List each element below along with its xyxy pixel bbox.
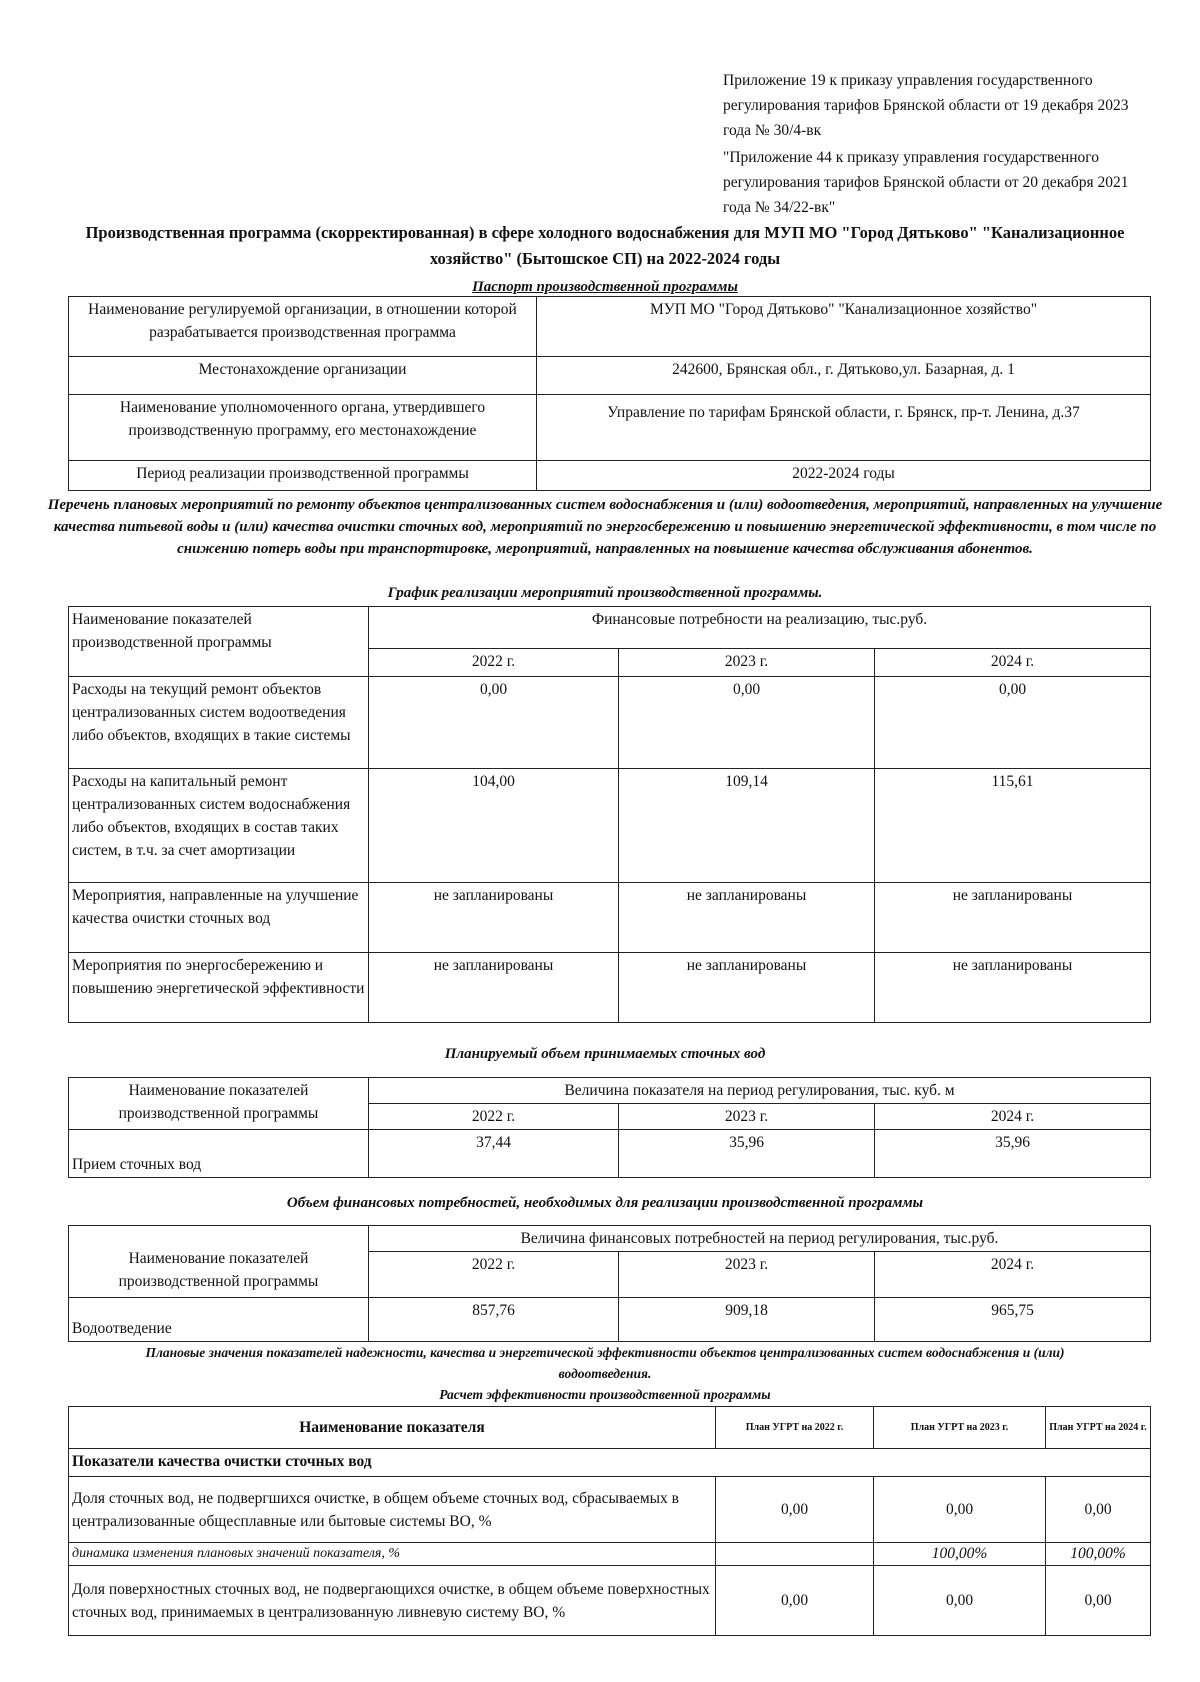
passport-table	[68, 296, 1151, 491]
table-row	[69, 1130, 1151, 1178]
cell-value: не запланированы	[619, 953, 875, 1023]
row-name: Прием сточных вод	[69, 1130, 369, 1178]
cell-value: 115,61	[875, 769, 1151, 883]
cell-value: 35,96	[875, 1130, 1151, 1178]
cell-value: 0,00	[369, 677, 619, 769]
passport-value: Управление по тарифам Брянской области, г. Брянск, пр-т. Ленина, д.37	[537, 395, 1151, 461]
volume-caption: Планируемый объем принимаемых сточных вод	[444, 1046, 766, 1062]
year-header: 2024 г.	[875, 649, 1151, 677]
measures-table	[68, 606, 1151, 1023]
row-name: Водоотведение	[69, 1298, 369, 1342]
col-group-header: Финансовые потребности на реализацию, тыс.руб.	[369, 607, 1151, 649]
cell-value: 109,14	[619, 769, 875, 883]
year-header: 2023 г.	[619, 1252, 875, 1298]
year-header: 2022 г.	[369, 1252, 619, 1298]
cell-value: 0,00	[1046, 1477, 1151, 1543]
cell-value: 100,00%	[1046, 1543, 1151, 1566]
cell-value: не запланированы	[875, 953, 1151, 1023]
plan-2022-header: План УГРТ на 2022 г.	[716, 1407, 874, 1449]
cell-value: 0,00	[716, 1566, 874, 1636]
col-name-header: Наименование показателей производственной программы	[69, 1078, 369, 1130]
indicators-table	[68, 1406, 1151, 1636]
measures-caption-2: График реализации мероприятий производственной программы.	[387, 585, 823, 601]
cell-value: 909,18	[619, 1298, 875, 1342]
row-name: динамика изменения плановых значений показателя, %	[69, 1543, 716, 1566]
volume-table	[68, 1077, 1151, 1178]
row-name: Расходы на текущий ремонт объектов централизованных систем водоотведения либо объектов, входящих в такие системы	[69, 677, 369, 769]
cell-value: 37,44	[369, 1130, 619, 1178]
col-name-header: Наименование показателей производственной программы	[69, 607, 369, 677]
year-header: 2023 г.	[619, 649, 875, 677]
cell-value: не запланированы	[875, 883, 1151, 953]
indicators-caption-2: Расчет эффективности производственной программы	[439, 1387, 771, 1402]
passport-label: Наименование регулируемой организации, в отношении которой разрабатывается производственная программа	[69, 297, 537, 357]
cell-value: 965,75	[875, 1298, 1151, 1342]
appendix-note-2: "Приложение 44 к приказу управления государственного регулирования тарифов Брянской области от 20 декабря 2021 года № 34/22-вк"	[723, 149, 1129, 216]
cell-value: 100,00%	[874, 1543, 1046, 1566]
passport-value: МУП МО "Город Дятьково" "Канализационное хозяйство"	[537, 297, 1151, 357]
cell-value: 857,76	[369, 1298, 619, 1342]
year-header: 2022 г.	[369, 1104, 619, 1130]
table-row	[69, 1477, 1151, 1543]
cell-value: 0,00	[716, 1477, 874, 1543]
year-header: 2023 г.	[619, 1104, 875, 1130]
passport-label: Наименование уполномоченного органа, утвердившего производственную программу, его местонахождение	[69, 395, 537, 461]
passport-row	[69, 461, 1151, 491]
col-name-header: Наименование показателей производственной программы	[69, 1226, 369, 1298]
finance-table	[68, 1225, 1151, 1342]
table-row	[69, 1566, 1151, 1636]
table-row	[69, 677, 1151, 769]
row-name: Расходы на капитальный ремонт централизованных систем водоснабжения либо объектов, входящих в состав таких систем, в т.ч. за счет амортизации	[69, 769, 369, 883]
table-row	[69, 1543, 1151, 1566]
year-header: 2024 г.	[875, 1252, 1151, 1298]
row-name: Мероприятия, направленные на улучшение качества очистки сточных вод	[69, 883, 369, 953]
passport-value: 2022-2024 годы	[537, 461, 1151, 491]
plan-2023-header: План УГРТ на 2023 г.	[874, 1407, 1046, 1449]
col-name-header: Наименование показателя	[69, 1407, 716, 1449]
row-name: Мероприятия по энергосбережению и повышению энергетической эффективности	[69, 953, 369, 1023]
cell-value: 0,00	[874, 1477, 1046, 1543]
plan-2024-header: План УГРТ на 2024 г.	[1046, 1407, 1151, 1449]
year-header: 2022 г.	[369, 649, 619, 677]
cell-value	[716, 1543, 874, 1566]
appendix-note-1: Приложение 19 к приказу управления государственного регулирования тарифов Брянской области от 19 декабря 2023 года № 30/4-вк	[723, 72, 1129, 139]
passport-row	[69, 357, 1151, 395]
table-row	[69, 769, 1151, 883]
cell-value: 0,00	[874, 1566, 1046, 1636]
passport-label: Период реализации производственной программы	[69, 461, 537, 491]
table-row	[69, 953, 1151, 1023]
passport-label: Местонахождение организации	[69, 357, 537, 395]
table-row	[69, 1298, 1151, 1342]
col-group-header: Величина финансовых потребностей на период регулирования, тыс.руб.	[369, 1226, 1151, 1252]
year-header: 2024 г.	[875, 1104, 1151, 1130]
cell-value: 0,00	[619, 677, 875, 769]
finance-caption: Объем финансовых потребностей, необходимых для реализации производственной программы	[286, 1195, 924, 1211]
passport-row	[69, 395, 1151, 461]
passport-row	[69, 297, 1151, 357]
measures-caption: Перечень плановых мероприятий по ремонту объектов централизованных систем водоснабжения и (или) водоотведения, мероприятий, направленных на улучшение качества питьевой воды и (или) качества очистки сточных вод, мероприятий по энергосбережению и повышению энергетической эффективности, в том числе по снижению потерь воды при транспортировке, мероприятий, направленных на повышение качества обслуживания абонентов.	[47, 497, 1163, 557]
cell-value: 104,00	[369, 769, 619, 883]
table-row	[69, 883, 1151, 953]
passport-caption: Паспорт производственной программы	[472, 279, 738, 295]
indicators-caption-1: Плановые значения показателей надежности, качества и энергетической эффективности объектов централизованных систем водоснабжения и (или) водоотведения.	[145, 1345, 1065, 1381]
cell-value: не запланированы	[369, 953, 619, 1023]
col-group-header: Величина показателя на период регулирования, тыс. куб. м	[369, 1078, 1151, 1104]
passport-value: 242600, Брянская обл., г. Дятьково,ул. Базарная, д. 1	[537, 357, 1151, 395]
cell-value: не запланированы	[619, 883, 875, 953]
cell-value: 0,00	[1046, 1566, 1151, 1636]
section-title: Показатели качества очистки сточных вод	[69, 1449, 1151, 1477]
cell-value: 35,96	[619, 1130, 875, 1178]
section-row	[69, 1449, 1151, 1477]
cell-value: не запланированы	[369, 883, 619, 953]
cell-value: 0,00	[875, 677, 1151, 769]
row-name: Доля поверхностных сточных вод, не подвергающихся очистке, в общем объеме поверхностных сточных вод, принимаемых в централизованную ливневую систему ВО, %	[69, 1566, 716, 1636]
document-title: Производственная программа (скорректированная) в сфере холодного водоснабжения для МУП МО "Город Дятьково" "Канализационное хозяйство" (Бытошское СП) на 2022-2024 годы	[85, 223, 1125, 268]
row-name: Доля сточных вод, не подвергшихся очистке, в общем объеме сточных вод, сбрасываемых в централизованные общесплавные или бытовые системы ВО, %	[69, 1477, 716, 1543]
